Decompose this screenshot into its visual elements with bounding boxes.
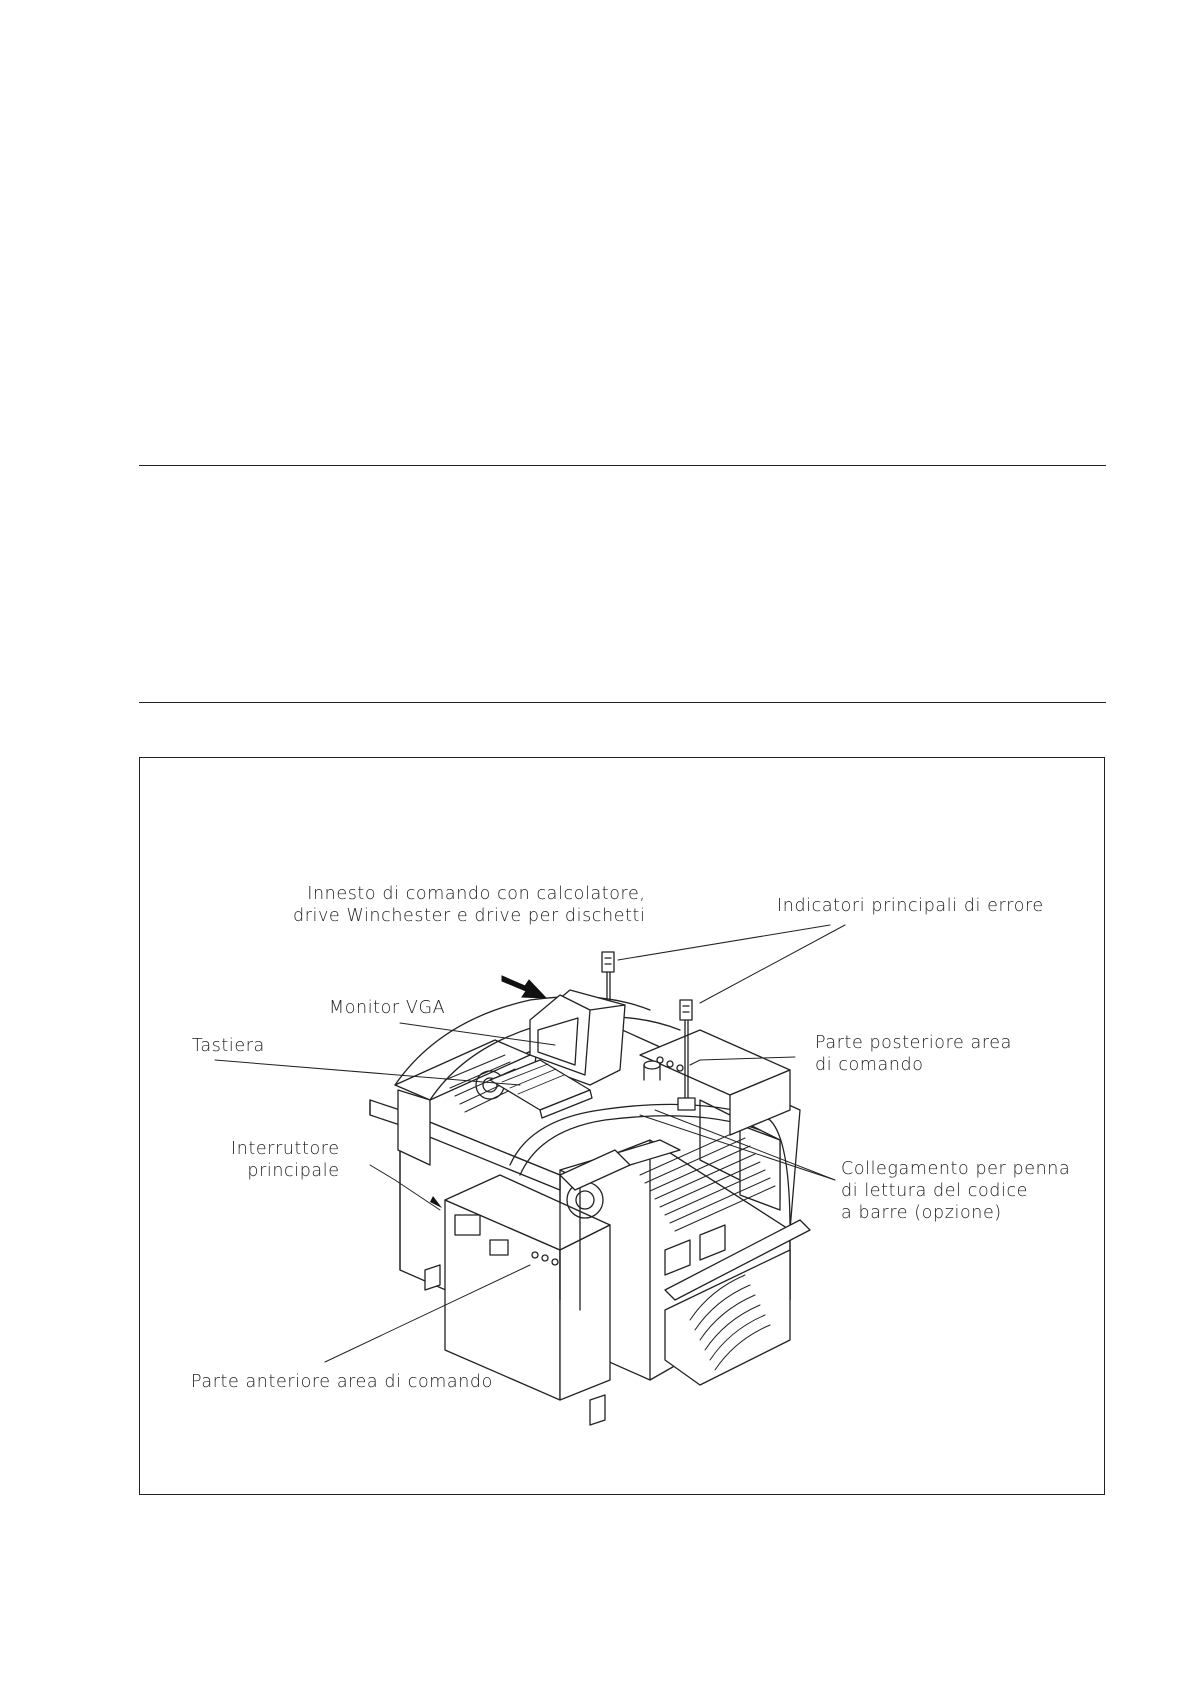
label-interruttore: Interruttore principale — [231, 1139, 340, 1181]
label-indicatori: Indicatori principali di errore — [777, 896, 1044, 916]
label-tastiera: Tastiera — [192, 1036, 265, 1056]
label-monitor: Monitor VGA — [329, 998, 446, 1018]
label-parte-posteriore: Parte posteriore area di comando — [815, 1033, 1012, 1075]
label-parte-anteriore: Parte anteriore area di comando — [191, 1372, 493, 1392]
error-lamp-left — [602, 952, 614, 1000]
arrow-icon — [502, 976, 546, 998]
label-innesto: Innesto di comando con calcolatore, drive Winchester e drive per dischetti — [293, 884, 646, 926]
label-collegamento: Collegamento per penna di lettura del codice a barre (opzione) — [841, 1159, 1071, 1223]
